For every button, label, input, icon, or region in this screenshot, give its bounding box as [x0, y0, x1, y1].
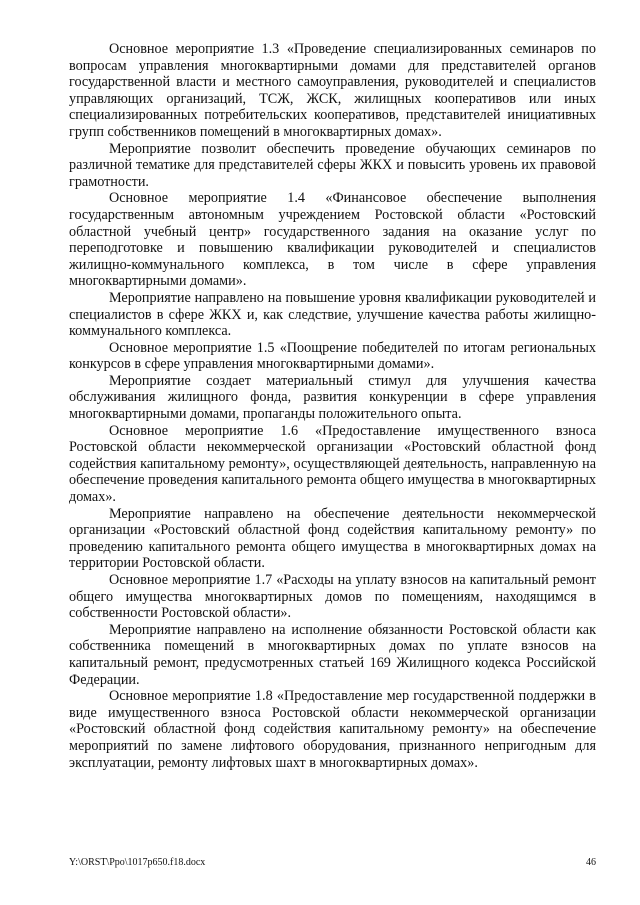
paragraph-activity-1-7-description: Мероприятие направлено на исполнение обязанности Ростовской области как собственника помещений в многоквартирных домах по уплате взносов на капитальный ремонт, предусмотренных статьей 169 Жилищного кодекса Российской Федерации.	[69, 621, 596, 688]
document-body	[69, 41, 596, 771]
paragraph-activity-1-5: Основное мероприятие 1.5 «Поощрение победителей по итогам региональных конкурсов в сфере управления многоквартирными домами».	[69, 339, 596, 373]
paragraph-activity-1-4-description: Мероприятие направлено на повышение уровня квалификации руководителей и специалистов в сфере ЖКХ и, как следствие, улучшение качества работы жилищно-коммунального комплекса.	[69, 289, 596, 340]
paragraph-activity-1-6-description: Мероприятие направлено на обеспечение деятельности некоммерческой организации «Ростовский областной фонд содействия капитальному ремонту» по проведению капитального ремонта общего имущества в многоквартирных домах на территории Ростовской области.	[69, 505, 596, 572]
paragraph-activity-1-3: Основное мероприятие 1.3 «Проведение специализированных семинаров по вопросам управления многоквартирными домами для представителей органов государственной власти и местного самоуправления, руководителей и специалистов управляющих организаций, ТСЖ, ЖСК, жилищных кооперативов или иных специализированных потребительских кооперативов, представителей инициативных групп собственников помещений в многоквартирных домах».	[69, 41, 596, 140]
paragraph-activity-1-6: Основное мероприятие 1.6 «Предоставление имущественного взноса Ростовской области некоммерческой организации «Ростовский областной фонд содействия капитальному ремонту», осуществляющей деятельность, направленную на обеспечение проведения капитального ремонта общего имущества в многоквартирных домах».	[69, 422, 596, 506]
page-number: 46	[586, 857, 596, 868]
page-footer	[69, 856, 596, 870]
footer-file-path: Y:\ORST\Ppo\1017p650.f18.docx	[69, 857, 206, 868]
paragraph-activity-1-7: Основное мероприятие 1.7 «Расходы на уплату взносов на капитальный ремонт общего имущества многоквартирных домов по помещениям, находящимся в собственности Ростовской области».	[69, 572, 596, 622]
paragraph-activity-1-3-description: Мероприятие позволит обеспечить проведение обучающих семинаров по различной тематике для представителей сферы ЖКХ и повысить уровень их правовой грамотности.	[69, 140, 596, 190]
paragraph-activity-1-4: Основное мероприятие 1.4 «Финансовое обеспечение выполнения государственным автономным учреждением Ростовской области «Ростовский областной учебный центр» государственного задания на оказание услуг по переподготовке и повышению квалификации руководителей и специалистов жилищно-коммунального комплекса, в том числе в сфере управления многоквартирными домами».	[69, 190, 596, 290]
paragraph-activity-1-5-description: Мероприятие создает материальный стимул для улучшения качества обслуживания жилищного фонда, развития конкуренции в сфере управления многоквартирными домами, пропаганды положительного опыта.	[69, 372, 596, 423]
paragraph-activity-1-8: Основное мероприятие 1.8 «Предоставление мер государственной поддержки в виде имущественного взноса Ростовской области некоммерческой организации «Ростовский областной фонд содействия капитальному ремонту» на обеспечение мероприятий по замене лифтового оборудования, признанного непригодным для эксплуатации, ремонту лифтовых шахт в многоквартирных домах».	[69, 688, 596, 771]
